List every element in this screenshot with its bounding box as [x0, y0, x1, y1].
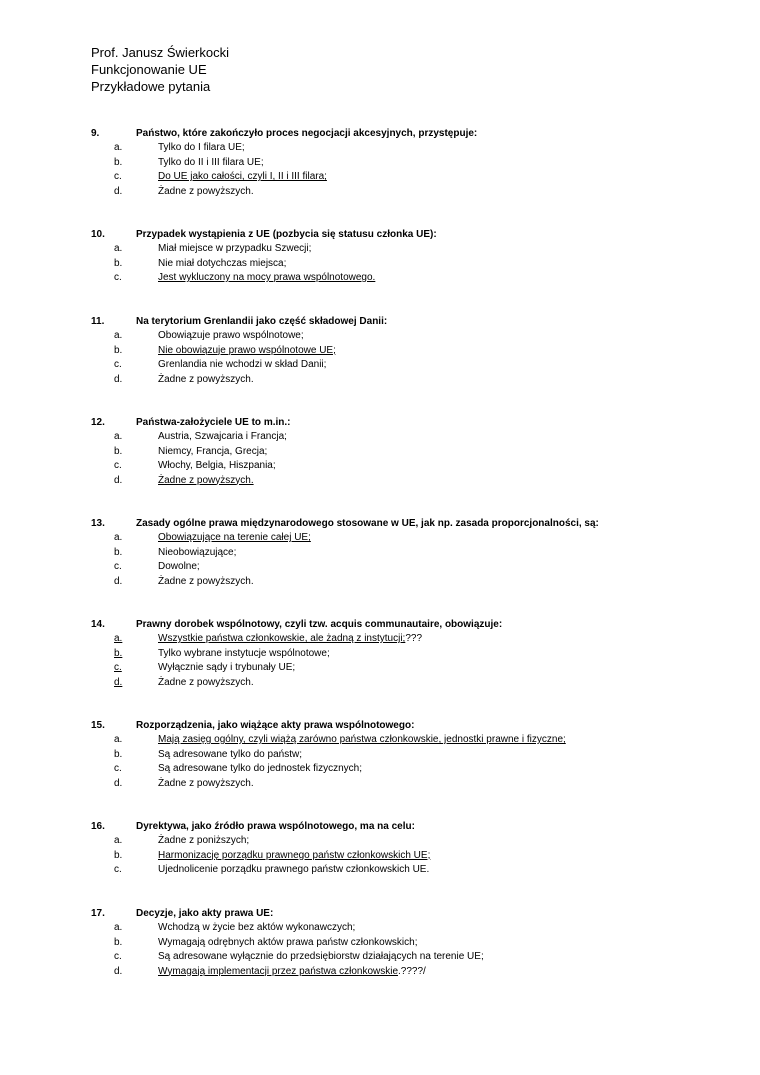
answer-option	[0, 170, 760, 185]
option-text	[158, 733, 566, 748]
answer-option	[0, 531, 760, 546]
option-letter: a.	[114, 243, 123, 254]
answer-option	[0, 762, 760, 777]
option-text	[158, 560, 200, 575]
option-text	[158, 762, 362, 777]
question-text: Państwo, które zakończyło proces negocjacji akcesyjnych, przystępuje:	[136, 128, 478, 139]
answer-option	[0, 950, 760, 965]
option-letter: c.	[114, 763, 122, 774]
option-text	[158, 936, 417, 951]
answer-option	[0, 358, 760, 373]
marked-answer: Harmonizację porządku prawnego państw członkowskich UE;	[158, 849, 431, 861]
question-block	[0, 906, 760, 979]
question-number: 12.	[91, 417, 105, 428]
question-block	[0, 126, 760, 199]
answer-option	[0, 459, 760, 474]
option-text	[158, 632, 422, 647]
question-line	[0, 126, 760, 141]
question-number: 14.	[91, 619, 105, 630]
course-title: Funkcjonowanie UE	[91, 62, 207, 77]
option-letter: a.	[114, 734, 123, 745]
author-name: Prof. Janusz Świerkocki	[91, 45, 229, 60]
option-text	[158, 185, 254, 200]
option-text	[158, 156, 264, 171]
option-text	[158, 661, 295, 676]
option-letter: a.	[114, 142, 123, 153]
option-text	[158, 141, 245, 156]
option-letter: d.	[114, 373, 123, 385]
answer-option	[0, 733, 760, 748]
option-text	[158, 373, 254, 388]
question-text: Dyrektywa, jako źródło prawa wspólnotowego, ma na celu:	[136, 821, 415, 832]
option-letter: c.	[114, 272, 122, 283]
option-letter: b.	[114, 257, 123, 269]
question-text: Rozporządzenia, jako wiążące akty prawa wspólnotowego:	[136, 720, 415, 731]
option-letter: a.	[114, 330, 123, 341]
question-text: Przypadek wystąpienia z UE (pozbycia się statusu członka UE):	[136, 229, 437, 240]
marked-answer: Jest wykluczony na mocy prawa wspólnotowego.	[158, 272, 376, 283]
question-number: 16.	[91, 821, 105, 832]
option-letter: a.	[114, 835, 123, 846]
marked-answer: Obowiązujące na terenie całej UE;	[158, 532, 311, 543]
question-block	[0, 819, 760, 878]
answer-option	[0, 242, 760, 257]
option-text	[158, 271, 375, 286]
question-number: 9.	[91, 128, 100, 139]
marked-answer: Wszystkie państwa członkowskie, ale żadną z instytucji;	[158, 633, 406, 644]
answer-option	[0, 647, 760, 662]
answer-option	[0, 661, 760, 676]
marked-answer: Żadne z powyższych.	[158, 474, 254, 486]
document-header	[91, 44, 229, 95]
question-text: Zasady ogólne prawa międzynarodowego stosowane w UE, jak np. zasada proporcjonalności, są:	[136, 518, 599, 529]
option-text	[158, 257, 286, 272]
option-letter: c.	[114, 864, 122, 875]
option-label: Ujednolicenie porządku prawnego państw członkowskich UE.	[158, 864, 430, 875]
option-label: Są adresowane tylko do państw;	[158, 748, 302, 760]
option-text	[158, 358, 326, 373]
answer-option	[0, 271, 760, 286]
marked-answer: Nie obowiązuje prawo wspólnotowe UE;	[158, 344, 336, 356]
question-line	[0, 314, 760, 329]
option-text	[158, 777, 254, 792]
answer-option	[0, 257, 760, 272]
question-text: Na terytorium Grenlandii jako część składowej Danii:	[136, 316, 388, 327]
answer-option	[0, 936, 760, 951]
answer-option	[0, 748, 760, 763]
option-letter: a.	[114, 431, 123, 442]
option-letter: d.	[114, 575, 123, 587]
option-letter: b.	[114, 445, 123, 457]
option-label: Włochy, Belgia, Hiszpania;	[158, 460, 276, 471]
option-annotation: ???	[405, 633, 423, 644]
option-letter: b.	[114, 546, 123, 558]
option-text	[158, 445, 267, 460]
option-letter: b.	[114, 849, 123, 861]
question-number: 11.	[91, 316, 105, 327]
option-text	[158, 575, 254, 590]
question-number: 10.	[91, 229, 105, 240]
option-letter: d.	[114, 777, 123, 789]
question-block	[0, 227, 760, 286]
option-label: Miał miejsce w przypadku Szwecji;	[158, 243, 312, 254]
answer-option	[0, 834, 760, 849]
answer-option	[0, 849, 760, 864]
answer-option	[0, 156, 760, 171]
option-letter: b.	[114, 936, 123, 948]
answer-option	[0, 965, 760, 980]
question-line	[0, 617, 760, 632]
option-label: Wymagają odrębnych aktów prawa państw członkowskich;	[158, 936, 418, 948]
question-line	[0, 906, 760, 921]
question-number: 13.	[91, 518, 105, 529]
question-line	[0, 718, 760, 733]
option-letter: d.	[114, 965, 123, 977]
option-label: Tylko do I filara UE;	[158, 142, 245, 153]
option-letter: c.	[114, 359, 122, 370]
option-label: Grenlandia nie wchodzi w skład Danii;	[158, 359, 327, 370]
option-text	[158, 647, 330, 662]
marked-answer: Mają zasięg ogólny, czyli wiążą zarówno państwa członkowskie, jednostki prawne i fizyczne;	[158, 734, 566, 745]
answer-option	[0, 373, 760, 388]
option-label: Wchodzą w życie bez aktów wykonawczych;	[158, 922, 356, 933]
option-text	[158, 242, 311, 257]
option-text	[158, 921, 355, 936]
option-letter: c.	[114, 662, 122, 673]
option-label: Są adresowane wyłącznie do przedsiębiorstw działających na terenie UE;	[158, 951, 484, 962]
answer-option	[0, 676, 760, 691]
question-number: 17.	[91, 908, 105, 919]
question-block	[0, 314, 760, 387]
option-text	[158, 170, 327, 185]
option-label: Austria, Szwajcaria i Francja;	[158, 431, 287, 442]
option-text	[158, 430, 287, 445]
option-label: Są adresowane tylko do jednostek fizycznych;	[158, 763, 362, 774]
answer-option	[0, 344, 760, 359]
document-subtitle: Przykładowe pytania	[91, 79, 211, 94]
option-text	[158, 474, 254, 489]
option-letter: c.	[114, 171, 122, 182]
question-block	[0, 617, 760, 690]
option-text	[158, 950, 484, 965]
option-label: Obowiązuje prawo wspólnotowe;	[158, 330, 304, 341]
answer-option	[0, 575, 760, 590]
option-letter: b.	[114, 748, 123, 760]
option-text	[158, 834, 249, 849]
option-letter: b.	[114, 156, 123, 168]
option-text	[158, 748, 302, 763]
option-label: Żadne z powyższych.	[158, 185, 254, 197]
answer-option	[0, 141, 760, 156]
answer-option	[0, 921, 760, 936]
question-block	[0, 415, 760, 488]
answer-option	[0, 632, 760, 647]
question-line	[0, 227, 760, 242]
option-label: Żadne z poniższych;	[158, 835, 250, 846]
option-label: Niemcy, Francja, Grecja;	[158, 445, 268, 457]
option-letter: c.	[114, 460, 122, 471]
question-text: Państwa-założyciele UE to m.in.:	[136, 417, 291, 428]
answer-option	[0, 329, 760, 344]
option-text	[158, 329, 304, 344]
question-text: Decyzje, jako akty prawa UE:	[136, 908, 274, 919]
option-letter: a.	[114, 922, 123, 933]
option-label: Żadne z powyższych.	[158, 676, 254, 688]
question-text: Prawny dorobek wspólnotowy, czyli tzw. acquis communautaire, obowiązuje:	[136, 619, 503, 630]
option-text	[158, 531, 311, 546]
option-letter: d.	[114, 474, 123, 486]
answer-option	[0, 445, 760, 460]
option-label: Żadne z powyższych.	[158, 373, 254, 385]
option-text	[158, 344, 336, 359]
option-label: Nieobowiązujące;	[158, 546, 237, 558]
question-line	[0, 415, 760, 430]
option-label: Żadne z powyższych.	[158, 777, 254, 789]
question-line	[0, 819, 760, 834]
option-letter: d.	[114, 185, 123, 197]
option-letter: b.	[114, 647, 123, 659]
question-block	[0, 718, 760, 791]
option-label: Nie miał dotychczas miejsca;	[158, 257, 287, 269]
answer-option	[0, 777, 760, 792]
option-text	[158, 546, 236, 561]
option-text	[158, 849, 430, 864]
option-text	[158, 965, 426, 980]
option-letter: a.	[114, 532, 123, 543]
option-label: Wyłącznie sądy i trybunały UE;	[158, 662, 296, 673]
question-line	[0, 516, 760, 531]
answer-option	[0, 185, 760, 200]
option-text	[158, 863, 429, 878]
option-text	[158, 676, 254, 691]
option-text	[158, 459, 276, 474]
question-number: 15.	[91, 720, 105, 731]
option-label: Tylko wybrane instytucje wspólnotowe;	[158, 647, 330, 659]
answer-option	[0, 474, 760, 489]
option-letter: c.	[114, 951, 122, 962]
answer-option	[0, 546, 760, 561]
marked-answer: Wymagają implementacji przez państwa członkowskie	[158, 965, 399, 977]
question-block	[0, 516, 760, 589]
answer-option	[0, 560, 760, 575]
option-letter: a.	[114, 633, 123, 644]
option-annotation: .????/	[398, 965, 426, 977]
option-letter: c.	[114, 561, 122, 572]
marked-answer: Do UE jako całości, czyli I, II i III filara;	[158, 171, 327, 182]
option-letter: d.	[114, 676, 123, 688]
option-label: Dowolne;	[158, 561, 200, 572]
option-label: Żadne z powyższych.	[158, 575, 254, 587]
option-letter: b.	[114, 344, 123, 356]
option-label: Tylko do II i III filara UE;	[158, 156, 264, 168]
answer-option	[0, 863, 760, 878]
answer-option	[0, 430, 760, 445]
